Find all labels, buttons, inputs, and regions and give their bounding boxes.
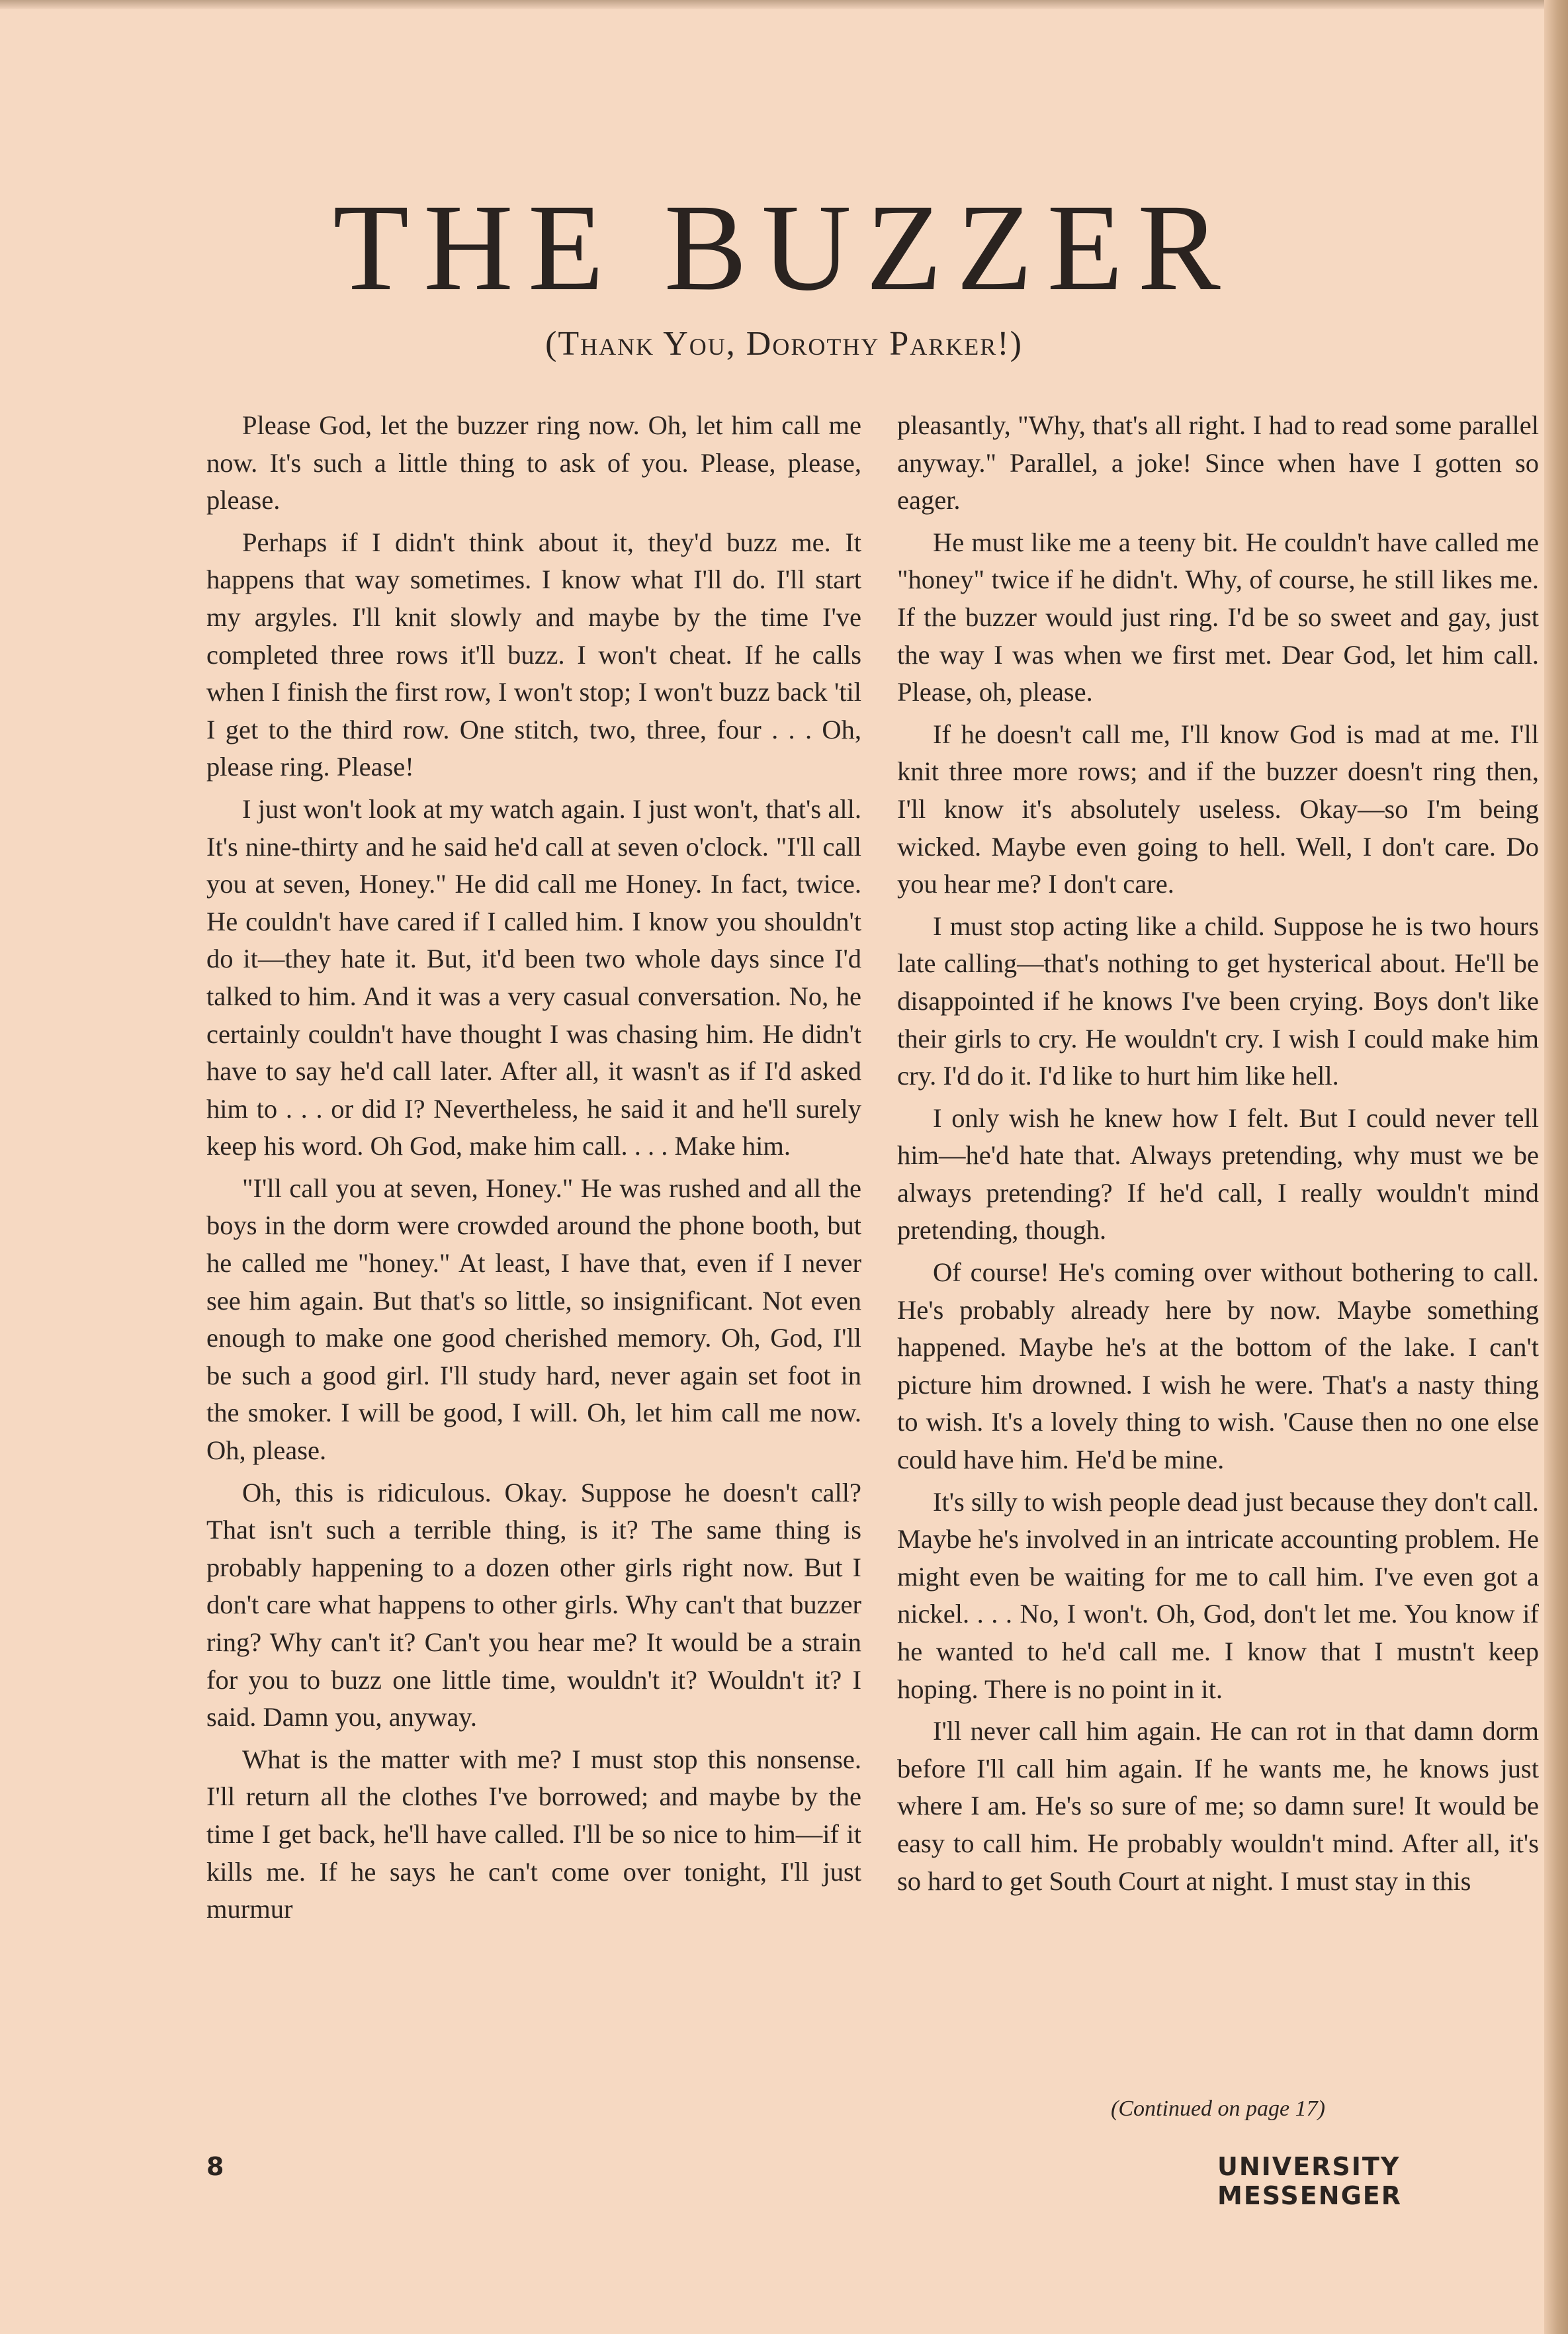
- article-title: THE BUZZER: [333, 178, 1235, 316]
- continued-note: (Continued on page 17): [1111, 2096, 1325, 2121]
- paragraph: "I'll call you at seven, Honey." He was rushed and all the boys in the dorm were crowded around the phone booth, but he called me "honey." At least, I have that, even if I never see him again. But that's so little, so insignificant. Not even enough to make one good cherished memory. Oh, God, I'll be such a good girl. I'll study hard, never again set foot in the smoker. I will be good, I will. Oh, let him call me now. Oh, please.: [206, 1173, 861, 1466]
- paragraph: He must like me a teeny bit. He couldn't have called me "honey" twice if he didn't. Why, of course, he still likes me. If the buzzer would just ring. I'd be so sweet and gay, just the way I was when we first met. Dear God, let him call. Please, oh, please.: [897, 527, 1539, 707]
- page-number: 8: [206, 2152, 226, 2181]
- paragraph: What is the matter with me? I must stop this nonsense. I'll return all the clothes I've borrowed; and maybe by the time I get back, he'll have called. I'll be so nice to him—if it kills me. If he says he can't come over tonight, I'll just murmur: [206, 1744, 861, 1924]
- paragraph: Please God, let the buzzer ring now. Oh, let him call me now. It's such a little thing to ask of you. Please, please, please.: [206, 410, 861, 516]
- paragraph: I just won't look at my watch again. I just won't, that's all. It's nine-thirty and he said he'd call at seven o'clock. "I'll call you at seven, Honey." He did call me Honey. In fact, twice. He couldn't have cared if I called him. I know you shouldn't do it—they hate it. But, it'd been two whole days since I'd talked to him. And it was a very casual conversation. No, he certainly couldn't have thought I was chasing him. He didn't have to say he'd call later. After all, it wasn't as if I'd asked him to . . . or did I? Nevertheless, he said it and he'll surely keep his word. Oh God, make him call. . . . Make him.: [206, 793, 861, 1161]
- paragraph: Perhaps if I didn't think about it, they'd buzz me. It happens that way sometimes. I know what I'll do. I'll start my argyles. I'll knit slowly and maybe by the time I've completed three rows it'll buzz. I won't cheat. If he calls when I finish the first row, I won't stop; I won't buzz back 'til I get to the third row. One stitch, two, three, four . . . Oh, please ring. Please!: [206, 527, 861, 782]
- paragraph: I must stop acting like a child. Suppose he is two hours late calling—that's nothing to get hysterical about. He'll be disappointed if he knows I've been crying. Boys don't like their girls to cry. He wouldn't cry. I wish I could make him cry. I'd do it. I'd like to hurt him like hell.: [897, 911, 1539, 1091]
- right-column: [897, 407, 1539, 1905]
- publication-name: UNIVERSITY MESSENGER: [1217, 2152, 1402, 2210]
- page-top-edge: [0, 0, 1568, 9]
- paragraph: Oh, this is ridiculous. Okay. Suppose he doesn't call? That isn't such a terrible thing, is it? The same thing is probably happening to a dozen other girls right now. But I don't care what happens to other girls. Why can't that buzzer ring? Why can't it? Can't you hear me? It would be a strain for you to buzz one little time, wouldn't it? Wouldn't it? I said. Damn you, anyway.: [206, 1477, 861, 1732]
- paragraph: It's silly to wish people dead just because they don't call. Maybe he's involved in an intricate accounting problem. He might even be waiting for me to call him. I've even got a nickel. . . . No, I won't. Oh, God, don't let me. You know if he wanted to he'd call me. I know that I mustn't keep hoping. There is no point in it.: [897, 1486, 1539, 1704]
- paragraph-continuation: pleasantly, "Why, that's all right. I had to read some parallel anyway." Parallel, a joke! Since when have I gotten so eager.: [897, 410, 1539, 516]
- paragraph: Of course! He's coming over without bothering to call. He's probably already here by now. Maybe something happened. Maybe he's at the bottom of the lake. I can't picture him drowned. I wish he were. That's a nasty thing to wish. It's a lovely thing to wish. 'Cause then no one else could have him. He'd be mine.: [897, 1257, 1539, 1475]
- paragraph: I only wish he knew how I felt. But I could never tell him—he'd hate that. Always pretending, why must we be always pretending? If he'd call, I really wouldn't mind pretending, though.: [897, 1102, 1539, 1245]
- left-column: [206, 407, 861, 1933]
- paragraph: I'll never call him again. He can rot in that damn dorm before I'll call him again. If he wants me, he knows just where I am. He's so sure of me; so damn sure! It would be easy to call him. He probably wouldn't mind. After all, it's so hard to get South Court at night. I must stay in this: [897, 1716, 1539, 1896]
- article-subtitle: (Thank You, Dorothy Parker!): [545, 325, 1023, 363]
- paragraph: If he doesn't call me, I'll know God is mad at me. I'll knit three more rows; and if the buzzer doesn't ring then, I'll know it's absolutely useless. Okay—so I'm being wicked. Maybe even going to hell. Well, I don't care. Do you hear me? I don't care.: [897, 719, 1539, 899]
